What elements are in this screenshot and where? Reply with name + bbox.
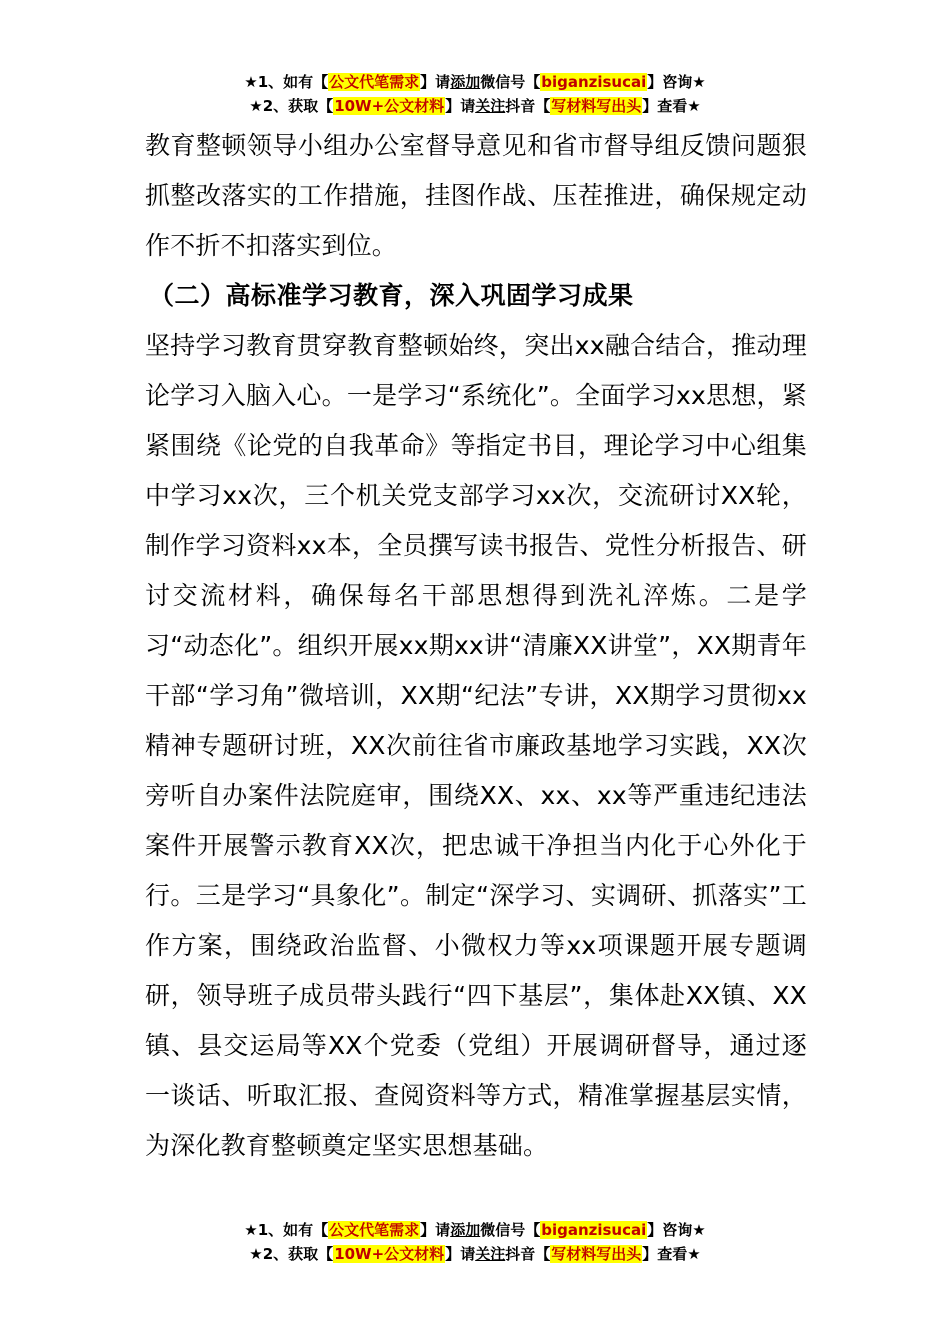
promo-line-1 [0,71,950,95]
promo-highlight: 公文代笔需求 [329,1221,420,1239]
promo-text: ★1、如有【 [244,1221,329,1239]
promo-highlight: 10W+公文材料 [334,1245,445,1263]
promo-line-2 [0,95,950,119]
promo-text: 微信号【 [480,1221,541,1239]
section-heading: （二）高标准学习教育，深入巩固学习成果 [149,281,634,310]
paragraph: 教育整顿领导小组办公室督导意见和省市督导组反馈问题狠抓整改落实的工作措施，挂图作战、压茬推进，确保规定动作不折不扣落实到位。 [145,131,807,260]
promo-text: 】咨询★ [647,73,706,91]
document-body [145,121,807,1171]
promo-highlight: 10W+公文材料 [334,97,445,115]
promo-text: 微信号【 [480,73,541,91]
promo-emphasis: 关注 [475,97,506,115]
promo-emphasis: 添加 [450,1221,481,1239]
promo-text: ★2、获取【 [249,1245,334,1263]
promo-highlight: 写材料写出头 [551,97,642,115]
promo-banner-top [0,71,950,119]
promo-text: 抖音【 [505,1245,551,1263]
promo-text: ★1、如有【 [244,73,329,91]
promo-text: 】请 [445,1245,476,1263]
promo-emphasis: 关注 [475,1245,506,1263]
promo-text: 抖音【 [505,97,551,115]
promo-text: ★2、获取【 [249,97,334,115]
promo-text: 】查看★ [642,1245,701,1263]
promo-text: 】请 [420,1221,451,1239]
promo-text: 】请 [420,73,451,91]
promo-text: 】咨询★ [647,1221,706,1239]
promo-text: 】查看★ [642,97,701,115]
promo-highlight: 公文代笔需求 [329,73,420,91]
promo-line-2 [0,1243,950,1267]
paragraph: 坚持学习教育贯穿教育整顿始终，突出xx融合结合，推动理论学习入脑入心。一是学习“系统化”。全面学习xx思想，紧紧围绕《论党的自我革命》等指定书目，理论学习中心组集中学习xx次，三个机关党支部学习xx次，交流研讨XX轮，制作学习资料xx本，全员撰写读书报告、党性分析报告、研讨交流材料，确保每名干部思想得到洗礼淬炼。二是学习“动态化”。组织开展xx期xx讲“清廉XX讲堂”，XX期青年干部“学习角”微培训，XX期“纪法”专讲，XX期学习贯彻xx精神专题研讨班，XX次前往省市廉政基地学习实践，XX次旁听自办案件法院庭审，围绕XX、xx、xx等严重违纪违法案件开展警示教育XX次，把忠诚干净担当内化于心外化于行。三是学习“具象化”。制定“深学习、实调研、抓落实”工作方案，围绕政治监督、小微权力等xx项课题开展专题调研，领导班子成员带头践行“四下基层”，集体赴XX镇、XX镇、县交运局等XX个党委（党组）开展调研督导，通过逐一谈话、听取汇报、查阅资料等方式，精准掌握基层实情，为深化教育整顿奠定坚实思想基础。 [145,331,807,1160]
promo-text: 】请 [445,97,476,115]
promo-line-1 [0,1219,950,1243]
promo-emphasis: 添加 [450,73,481,91]
promo-banner-bottom [0,1219,950,1267]
promo-highlight: biganzisucai [541,73,647,91]
promo-highlight: biganzisucai [541,1221,647,1239]
promo-highlight: 写材料写出头 [551,1245,642,1263]
